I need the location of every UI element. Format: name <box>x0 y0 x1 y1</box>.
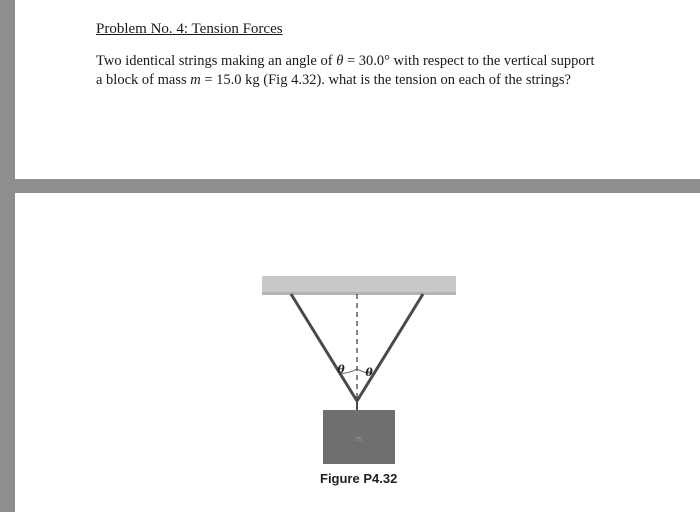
ceiling-support <box>262 276 456 294</box>
line1-part1: Two identical strings making an angle of <box>96 53 337 69</box>
tension-figure <box>0 193 700 512</box>
angle-label-left: θ <box>337 363 345 376</box>
line2-part1: a block of mass <box>96 72 191 88</box>
mass-symbol: m <box>190 72 201 88</box>
right-string <box>357 294 423 401</box>
theta-symbol: θ <box>336 53 344 69</box>
figure-caption: Figure P4.32 <box>320 471 398 486</box>
line2-part2: = 15.0 kg (Fig 4.32). what is the tension on each of the strings? <box>200 72 571 88</box>
problem-title: Problem No. 4: Tension Forces <box>96 21 283 37</box>
left-string <box>291 294 357 401</box>
block-mass-label: m <box>355 435 363 443</box>
problem-line-1 <box>96 52 656 71</box>
problem-statement <box>96 52 656 90</box>
section-divider <box>0 179 700 193</box>
angle-label-right: θ <box>365 366 373 379</box>
line1-part2: = 30.0° with respect to the vertical support <box>343 53 595 69</box>
problem-line-2 <box>96 71 656 90</box>
